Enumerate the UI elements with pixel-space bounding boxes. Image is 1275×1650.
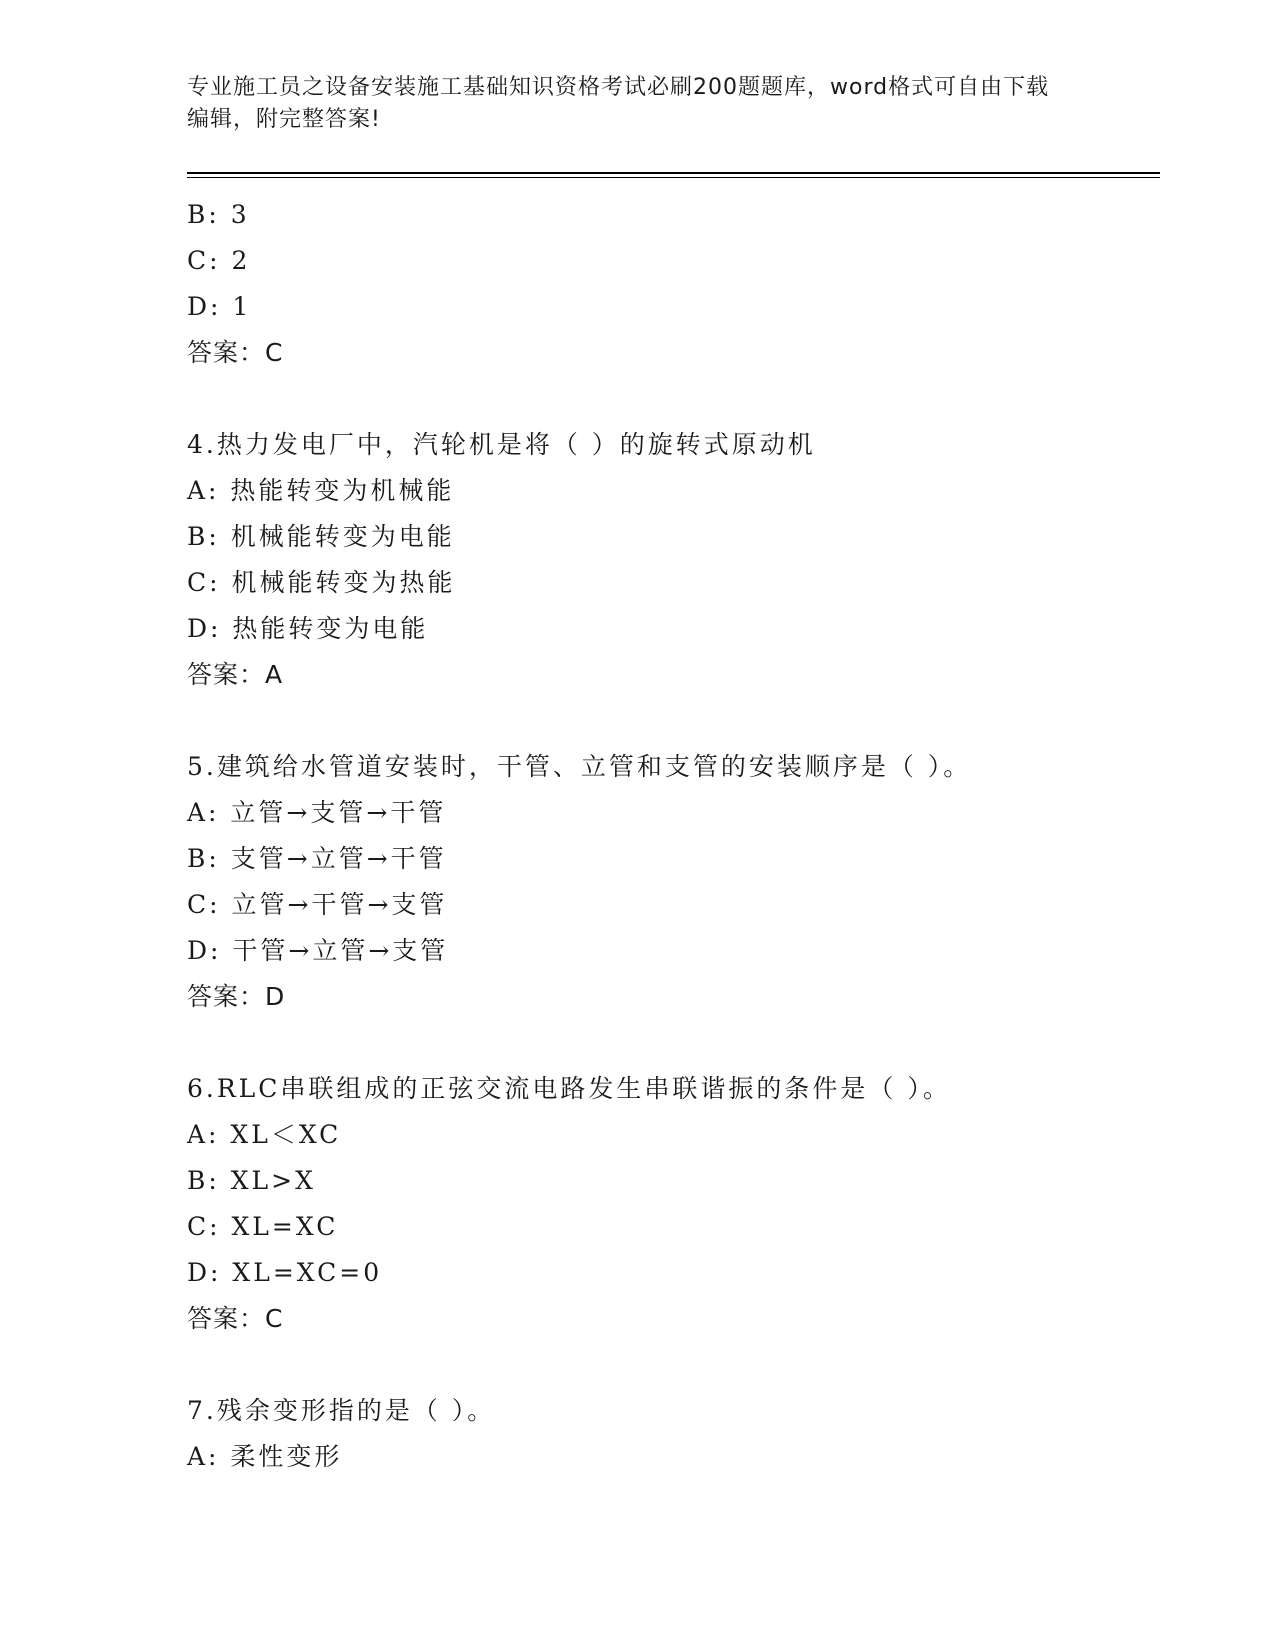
question-7 xyxy=(187,1388,1160,1480)
question-stem: 4.热力发电厂中，汽轮机是将（ ）的旋转式原动机 xyxy=(187,430,816,459)
question-4 xyxy=(187,422,1160,698)
question-5 xyxy=(187,744,1160,1020)
spacer xyxy=(187,376,1160,422)
option-b: B: 机械能转变为电能 xyxy=(187,522,455,551)
option-c: C: 2 xyxy=(187,246,251,275)
answer: 答案：D xyxy=(187,982,286,1011)
option-d: D: XL=XC=0 xyxy=(187,1258,383,1287)
answer: 答案：C xyxy=(187,338,284,367)
header-text: 专业施工员之设备安装施工基础知识资格考试必刷200题题库，word格式可自由下载编辑，附完整答案! xyxy=(187,75,1050,132)
option-b: B: 支管→立管→干管 xyxy=(187,844,447,873)
spacer xyxy=(187,698,1160,744)
question-stem: 7.残余变形指的是（ ）。 xyxy=(187,1396,496,1425)
option-c: C: 立管→干管→支管 xyxy=(187,890,448,919)
option-b: B: XL>X xyxy=(187,1166,316,1195)
spacer xyxy=(187,1342,1160,1388)
spacer xyxy=(187,1020,1160,1066)
answer: 答案：C xyxy=(187,1304,284,1333)
option-a: A: XL＜XC xyxy=(187,1120,342,1149)
option-c: C: XL=XC xyxy=(187,1212,339,1241)
option-a: A: 立管→支管→干管 xyxy=(187,798,447,827)
document-header xyxy=(187,72,1067,136)
option-c: C: 机械能转变为热能 xyxy=(187,568,456,597)
question-6 xyxy=(187,1066,1160,1342)
question-stem: 5.建筑给水管道安装时，干管、立管和支管的安装顺序是（ ）。 xyxy=(187,752,972,781)
question-3-tail xyxy=(187,192,1160,376)
question-list xyxy=(187,192,1160,1480)
question-stem: 6.RLC串联组成的正弦交流电路发生串联谐振的条件是（ ）。 xyxy=(187,1074,951,1103)
option-b: B: 3 xyxy=(187,200,250,229)
option-d: D: 干管→立管→支管 xyxy=(187,936,449,965)
option-a: A: 柔性变形 xyxy=(187,1442,343,1471)
option-d: D: 热能转变为电能 xyxy=(187,614,429,643)
answer: 答案：A xyxy=(187,660,284,689)
option-d: D: 1 xyxy=(187,292,252,321)
option-a: A: 热能转变为机械能 xyxy=(187,476,455,505)
header-rule-thick xyxy=(187,172,1160,174)
header-rule-thin xyxy=(187,177,1160,178)
